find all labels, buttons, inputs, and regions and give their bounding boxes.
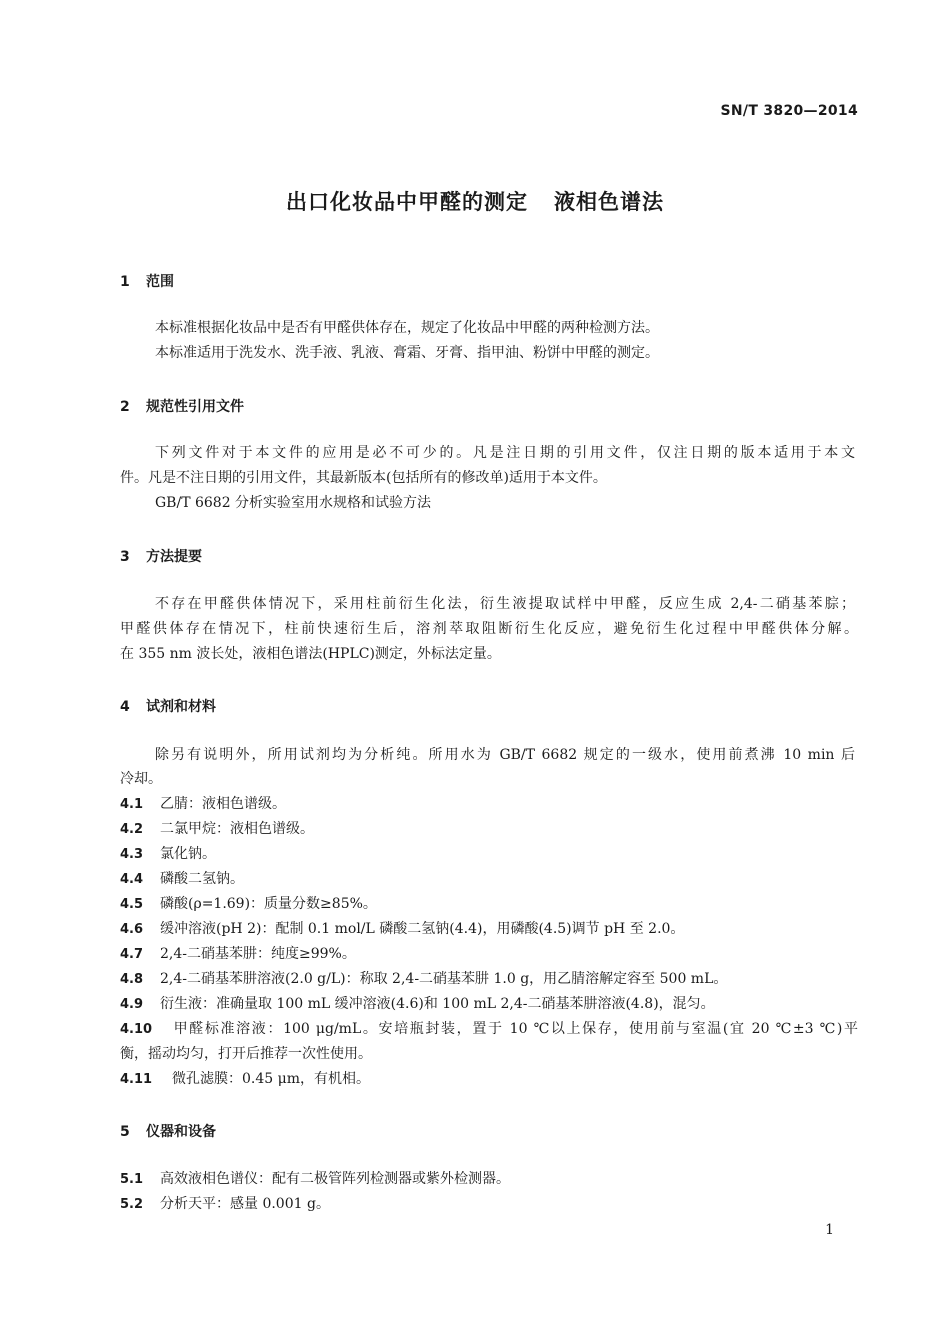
section-1-heading: 1 范围 [120, 274, 174, 290]
section-1-paragraph-2: 本标准适用于洗发水、洗手液、乳液、膏霜、牙膏、指甲油、粉饼中甲醛的测定。 [155, 345, 659, 361]
list-item-continuation: 衡，摇动均匀，打开后推荐一次性使用。 [120, 1046, 372, 1062]
list-item: 5.1 高效液相色谱仪：配有二极管阵列检测器或紫外检测器。 [120, 1171, 510, 1187]
list-item: 4.2 二氯甲烷：液相色谱级。 [120, 821, 314, 837]
list-item: 4.5 磷酸(ρ=1.69)：质量分数≥85%。 [120, 896, 377, 912]
section-3-heading: 3 方法提要 [120, 549, 202, 565]
list-item: 4.6 缓冲溶液(pH 2)：配制 0.1 mol/L 磷酸二氢钠(4.4)，用磷酸(4.5)调节 pH 至 2.0。 [120, 921, 685, 937]
list-item: 4.8 2,4-二硝基苯肼溶液(2.0 g/L)：称取 2,4-二硝基苯肼 1.0 g，用乙腈溶解定容至 500 mL。 [120, 971, 728, 987]
list-item: 4.1 乙腈：液相色谱级。 [120, 796, 286, 812]
section-4-intro-line-1: 除另有说明外，所用试剂均为分析纯。所用水为 GB/T 6682 规定的一级水，使用前煮沸 10 min 后 [155, 747, 855, 763]
section-3-line-1: 不存在甲醛供体情况下，采用柱前衍生化法，衍生液提取试样中甲醛，反应生成 2,4-二硝基苯腙； [155, 596, 855, 612]
standard-number: SN/T 3820—2014 [720, 103, 858, 119]
section-3-line-3: 在 355 nm 波长处，液相色谱法(HPLC)测定，外标法定量。 [120, 646, 501, 662]
list-item: 4.4 磷酸二氢钠。 [120, 871, 244, 887]
section-3-line-2: 甲醛供体存在情况下，柱前快速衍生后，溶剂萃取阻断衍生化反应，避免衍生化过程中甲醛供体分解。 [120, 621, 858, 637]
list-item: 4.7 2,4-二硝基苯肼：纯度≥99%。 [120, 946, 356, 962]
normative-reference: GB/T 6682 分析实验室用水规格和试验方法 [155, 495, 432, 511]
section-2-paragraph-1-line-2: 件。凡是不注日期的引用文件，其最新版本(包括所有的修改单)适用于本文件。 [120, 470, 607, 486]
section-4-heading: 4 试剂和材料 [120, 699, 216, 715]
title-part-1: 出口化妆品中甲醛的测定 [286, 190, 528, 214]
list-item: 4.3 氯化钠。 [120, 846, 216, 862]
section-4-intro-line-2: 冷却。 [120, 771, 162, 787]
list-item: 5.2 分析天平：感量 0.001 g。 [120, 1196, 330, 1212]
section-1-paragraph-1: 本标准根据化妆品中是否有甲醛供体存在，规定了化妆品中甲醛的两种检测方法。 [155, 320, 659, 336]
title-part-2: 液相色谱法 [554, 190, 664, 214]
list-item: 4.9 衍生液：准确量取 100 mL 缓冲溶液(4.6)和 100 mL 2,4-二硝基苯肼溶液(4.8)，混匀。 [120, 996, 715, 1012]
section-2-paragraph-1-line-1: 下列文件对于本文件的应用是必不可少的。凡是注日期的引用文件，仅注日期的版本适用于本文 [155, 445, 855, 461]
section-2-heading: 2 规范性引用文件 [120, 399, 244, 415]
section-5-heading: 5 仪器和设备 [120, 1124, 216, 1140]
list-item: 4.11 微孔滤膜：0.45 μm，有机相。 [120, 1071, 370, 1087]
page-number: 1 [825, 1222, 834, 1238]
list-item: 4.10 甲醛标准溶液：100 μg/mL。安培瓶封装，置于 10 ℃以上保存，使用前与室温(宜 20 ℃±3 ℃)平 [120, 1021, 858, 1037]
document-title [0, 186, 950, 216]
